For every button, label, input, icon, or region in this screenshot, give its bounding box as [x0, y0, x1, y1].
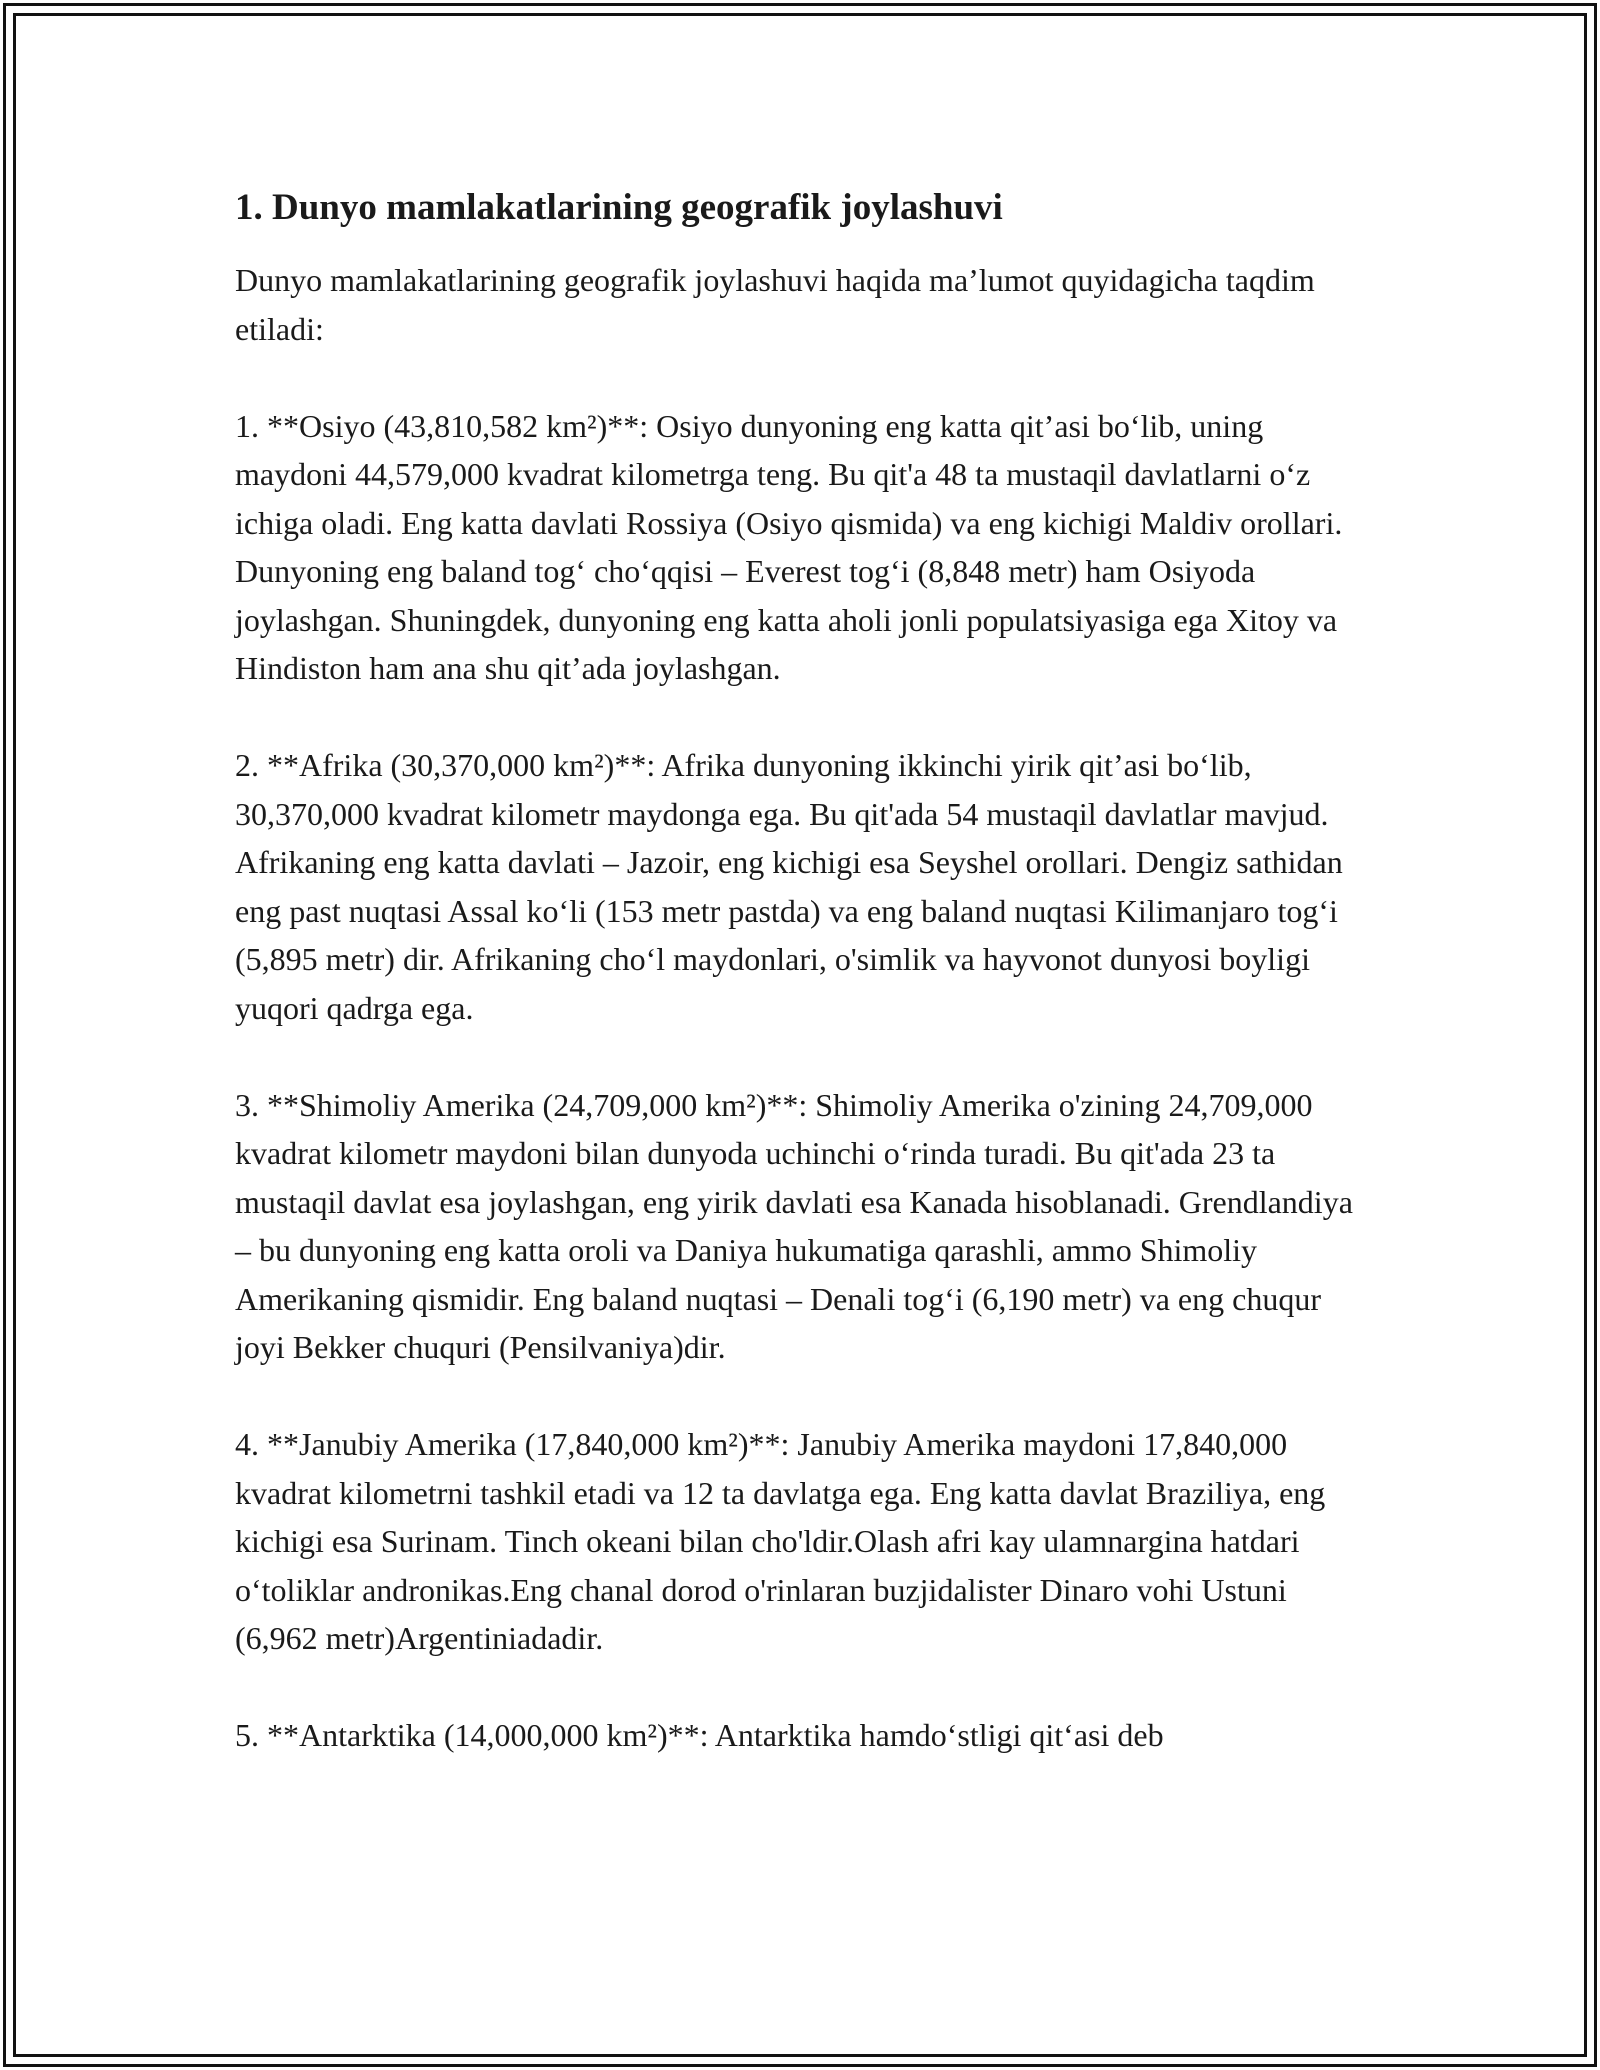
section-asia: 1. **Osiyo (43,810,582 km²)**: Osiyo dunyoning eng katta qit’asi bo‘lib, uning maydoni 44,579,000 kvadrat kilometrga teng. Bu qit'a 48 ta mustaqil davlatlarni o‘z ichiga oladi. Eng katta davlati Rossiya (Osiyo qismida) va eng kichigi Maldiv orollari. Dunyoning eng baland tog‘ cho‘qqisi – Everest tog‘i (8,848 metr) ham Osiyoda joylashgan. Shuningdek, dunyoning eng katta aholi jonli populatsiyasiga ega Xitoy va Hindiston ham ana shu qit’ada joylashgan. — [235, 407, 1343, 686]
section-antarctica: 5. **Antarktika (14,000,000 km²)**: Antarktika hamdo‘stligi qit‘asi deb — [235, 1717, 1164, 1753]
section-north-america: 3. **Shimoliy Amerika (24,709,000 km²)**: Shimoliy Amerika o'zining 24,709,000 kvadrat kilometr maydoni bilan dunyoda uchinchi o‘rinda turadi. Bu qit'ada 23 ta mustaqil davlat esa joylashgan, eng yirik davlati esa Kanada hisoblanadi. Grendlandiya – bu dunyoning eng katta oroli va Daniya hukumatiga qarashli, ammo Shimoliy Amerikaning qismidir. Eng baland nuqtasi – Denali tog‘i (6,190 metr) va eng chuqur joyi Bekker chuquri (Pensilvaniya)dir. — [235, 1086, 1353, 1365]
document-title: 1. Dunyo mamlakatlarining geografik joylashuvi — [235, 187, 1003, 228]
section-africa: 2. **Afrika (30,370,000 km²)**: Afrika dunyoning ikkinchi yirik qit’asi bo‘lib, 30,370,000 kvadrat kilometr maydonga ega. Bu qit'ada 54 mustaqil davlatlar mavjud. Afrikaning eng katta davlati – Jazoir, eng kichigi esa Seyshel orollari. Dengiz sathidan eng past nuqtasi Assal ko‘li (153 metr pastda) va eng baland nuqtasi Kilimanjaro tog‘i (5,895 metr) dir. Afrikaning cho‘l maydonlari, o'simlik va hayvonot dunyosi boyligi yuqori qadrga ega. — [235, 747, 1343, 1026]
document-body — [235, 186, 1365, 1760]
section-south-america: 4. **Janubiy Amerika (17,840,000 km²)**: Janubiy Amerika maydoni 17,840,000 kvadrat kilometrni tashkil etadi va 12 ta davlatga ega. Eng katta davlat Braziliya, eng kichigi esa Surinam. Tinch okeani bilan cho'ldir.Olash afri kay ulamnargina hatdari o‘toliklar andronikas.Eng chanal dorod o'rinlaran buzjidalister Dinaro vohi Ustuni (6,962 metr)Argentiniadadir. — [235, 1426, 1326, 1656]
intro-paragraph: Dunyo mamlakatlarining geografik joylashuvi haqida ma’lumot quyidagicha taqdim etiladi: — [235, 262, 1315, 347]
